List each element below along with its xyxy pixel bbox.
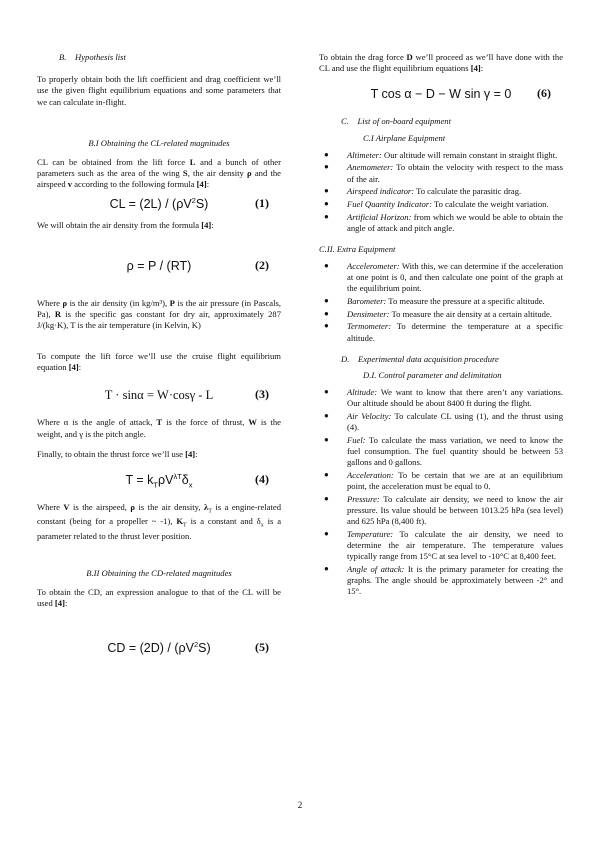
equation-4-expression: $T = k_T\rho V^{\lambda T}\delta_x$: [125, 471, 193, 490]
bullet-icon: ●: [324, 149, 329, 159]
list-item: ● Anemometer: To obtain the velocity with respect to the mass of the air.: [324, 162, 563, 184]
equation-5: [37, 640, 281, 658]
section-c1-heading: C.I Airplane Equipment: [363, 132, 446, 143]
section-d-heading: D. Experimental data acquisition procedure: [341, 353, 499, 364]
thrust-definition: Where V is the airspeed, ρ is the air density, $\lambda_T$ is a engine-related constant (being for a propeller ~ -1), $K_T$ is a constant and $\delta_x$ is a parameter related to the thrust lever position.: [37, 501, 282, 541]
list-item: ● Termometer: To determine the temperature at a specific altitude.: [324, 321, 563, 343]
list-item: ● Fuel Quantity Indicator: To calculate the weight variation.: [324, 198, 549, 209]
equation-2-number: (2): [255, 257, 269, 272]
list-item: ● Angle of attack: It is the primary parameter for creating the graphs. The angle should be approximately between -2° and 15°.: [324, 563, 564, 597]
equation-4-number: (4): [255, 471, 269, 486]
equation-4: [37, 472, 281, 490]
equation-6-number: (6): [537, 86, 551, 101]
page-number: 2: [297, 800, 303, 810]
left-column: [37, 52, 281, 658]
bullet-icon: ●: [324, 469, 329, 479]
bullet-icon: ●: [324, 198, 329, 208]
equation-3-number: (3): [255, 387, 269, 402]
bullet-icon: ●: [324, 528, 329, 538]
bullet-icon: ●: [324, 387, 329, 397]
equation-1: [37, 196, 281, 214]
bullet-icon: ●: [324, 211, 329, 221]
bullet-icon: ●: [324, 563, 329, 573]
list-item: ● Accelerometer: With this, we can determine if the acceleration at one point is 0, and then calculate one point of the graph at the equilibrium point.: [324, 261, 563, 294]
bullet-icon: ●: [324, 308, 329, 318]
section-b2-heading: B.II Obtaining the CD-related magnitudes: [86, 568, 232, 579]
airplane-equipment-list: [319, 150, 563, 234]
drag-intro: To obtain the drag force D we’ll proceed as we’ll have done with the CL and use the flight equilibrium equations [4]:: [319, 52, 564, 74]
thrust-intro: Finally, to obtain the thrust force we’ll use [4]:: [37, 448, 198, 459]
section-c-heading: C. List of on-board equipment: [341, 116, 451, 127]
bullet-icon: ●: [324, 410, 329, 420]
bullet-icon: ●: [324, 296, 329, 306]
equation-5-number: (5): [255, 639, 269, 654]
section-c2-heading: C.II. Extra Equipment: [319, 243, 396, 254]
bullet-icon: ●: [324, 186, 329, 196]
equation-1-number: (1): [255, 196, 269, 211]
list-item: ● Temperature: To calculate the air density, we need to determine the air temperature. The temperature values typically range from 15°C at sea level to -10°C at 8,400 feet.: [324, 528, 563, 562]
equation-3-expression: T · sinα = W·cosγ - L: [104, 388, 214, 403]
list-item: ● Acceleration: To be certain that we are at an equilibrium point, the acceleration must be equal to 0.: [324, 469, 563, 491]
list-item: ● Air Velocity: To calculate CL using (1), and the thrust using (4).: [324, 410, 563, 433]
bullet-icon: ●: [324, 162, 329, 172]
list-item: ● Barometer: To measure the pressure at a specific altitude.: [324, 296, 545, 307]
list-item: ● Densimeter: To measure the air density at a certain altitude.: [324, 308, 552, 319]
equation-5-expression: CD = $(2D) / (\rho V^2S)$: [107, 639, 211, 655]
section-b-heading: [59, 52, 281, 63]
right-column: [319, 52, 563, 599]
equation-6: [319, 86, 563, 104]
list-item: ● Pressure: To calculate air density, we need to know the air pressure. Its value should be between 1013.25 hPa (sea level) and 625 hPa (8,400 ft).: [324, 493, 563, 526]
list-item: ● Altimeter: Our altitude will remain constant in straight flight.: [324, 149, 558, 160]
equation-2: [37, 258, 281, 276]
list-item: ● Artificial Horizon: from which we would be able to obtain the angle of attack and pitch angle.: [324, 211, 563, 233]
density-intro: We will obtain the air density from the formula [4]:: [37, 220, 214, 231]
bullet-icon: ●: [324, 493, 329, 503]
list-item: ● Altitude: We want to know that there aren’t any variations. Our altitude should be about 8400 ft during the flight.: [324, 387, 563, 409]
section-b1-heading: B.I Obtaining the CL-related magnitudes: [88, 137, 230, 148]
section-b-intro: To properly obtain both the lift coefficient and drag coefficient we’ll use the given flight equilibrium equations and some parameters that we can calculate in-flight.: [37, 74, 281, 107]
lift-definition: Where α is the angle of attack, T is the force of thrust, W is the weight, and γ is the pitch angle.: [37, 417, 281, 439]
section-b-title: Hypothesis list: [75, 52, 126, 62]
equation-2-expression: ρ = P / (RT): [126, 258, 192, 273]
lift-intro: To compute the lift force we’ll use the cruise flight equilibrium equation [4]:: [37, 351, 281, 373]
cd-paragraph: To obtain the CD, an expression analogue to that of the CL will be used [4]:: [37, 587, 281, 609]
bullet-icon: ●: [324, 261, 329, 271]
list-item: ● Airspeed indicator: To calculate the parasitic drag.: [324, 186, 522, 197]
density-definition: Where ρ is the air density (in kg/m³), P is the air pressure (in Pascals, Pa), R is the specific gas constant for dry air, approximately 287 J/(kg·K), T is the air temperature (in Kelvin, K): [37, 297, 281, 330]
equation-3: [37, 387, 281, 405]
equation-1-expression: CL = $(2L) / (\rho V^2S)$: [109, 196, 209, 212]
bullet-icon: ●: [324, 434, 329, 444]
extra-equipment-list: [319, 261, 563, 344]
section-b-label: B.: [59, 52, 67, 62]
bullet-icon: ●: [324, 321, 329, 331]
section-d1-heading: D.I. Control parameter and delimitation: [363, 369, 502, 380]
cl-paragraph: CL can be obtained from the lift force L and a bunch of other parameters such as the area of the wing S, the air density ρ and the airspeed v according to the following formula [4]:: [37, 156, 281, 190]
control-parameter-list: [319, 387, 563, 597]
list-item: ● Fuel: To calculate the mass variation, we need to know the fuel consumption. The fuel quantity should be between 53 gallons and 0 gallons.: [324, 434, 563, 468]
equation-6-expression: T cos α − D − W sin γ = 0: [370, 87, 512, 102]
